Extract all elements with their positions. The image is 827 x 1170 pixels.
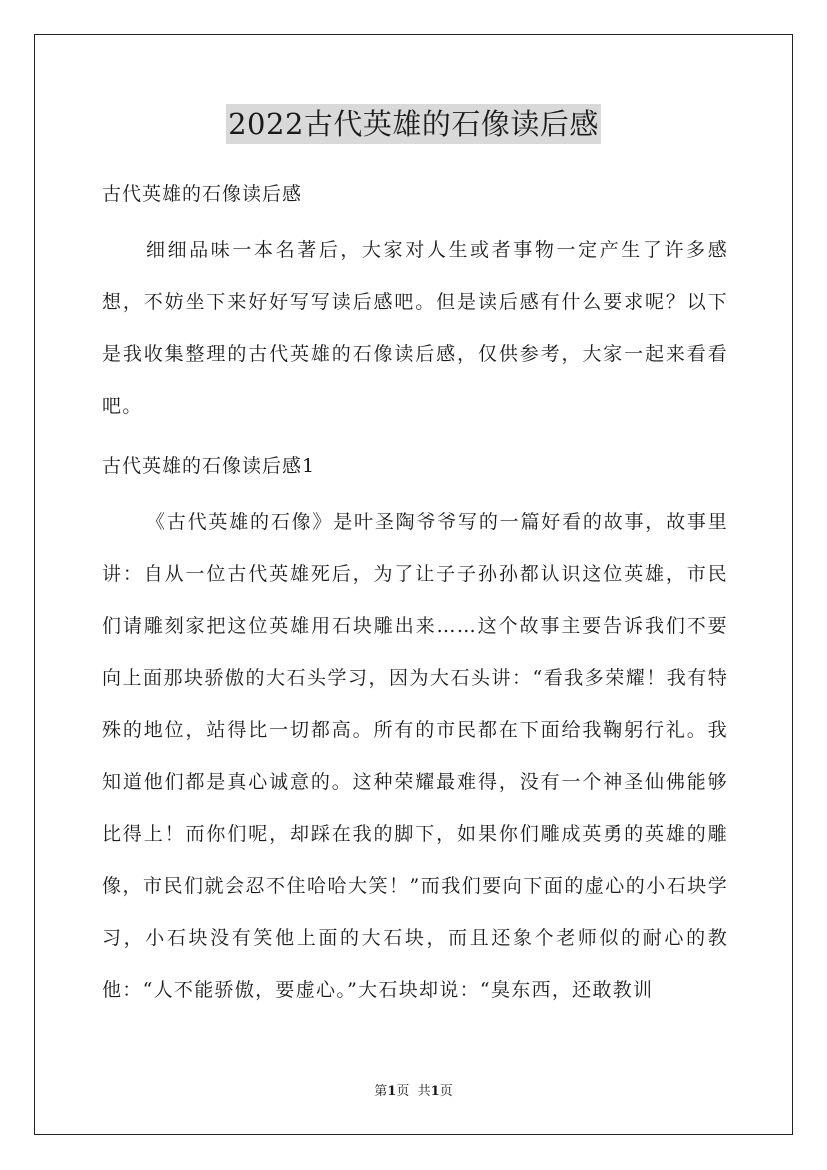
intro-paragraph: 细细品味一本名著后，大家对人生或者事物一定产生了许多感想，不妨坐下来好好写写读后感吧。但是读后感有什么要求呢？以下是我收集整理的古代英雄的石像读后感，仅供参考，大家一起来看看吧。 <box>102 239 728 417</box>
page-footer <box>0 1084 827 1100</box>
document-subtitle: 古代英雄的石像读后感 <box>102 183 303 205</box>
document-title-text: 2022古代英雄的石像读后感 <box>226 104 601 144</box>
document-title <box>0 104 827 144</box>
footer-page-suffix: 页 <box>396 1084 410 1099</box>
footer-total-prefix: 共 <box>417 1084 431 1099</box>
footer-total-number: 1 <box>430 1084 440 1099</box>
footer-total-suffix: 页 <box>439 1084 453 1099</box>
footer-page-number: 1 <box>387 1084 397 1099</box>
footer-page-prefix: 第 <box>374 1084 388 1099</box>
section-1-body: 《古代英雄的石像》是叶圣陶爷爷写的一篇好看的故事，故事里讲：自从一位古代英雄死后，为了让子子孙孙都认识这位英雄，市民们请雕刻家把这位英雄用石块雕出来……这个故事主要告诉我们不要向上面那块骄傲的大石头学习，因为大石头讲：“看我多荣耀！我有特殊的地位，站得比一切都高。所有的市民都在下面给我鞠躬行礼。我知道他们都是真心诚意的。这种荣耀最难得，没有一个神圣仙佛能够比得上！而你们呢，却踩在我的脚下，如果你们雕成英勇的英雄的雕像，市民们就会忍不住哈哈大笑！”而我们要向下面的虚心的小石块学习，小石块没有笑他上面的大石块，而且还象个老师似的耐心的教他：“人不能骄傲，要虚心。”大石块却说：“臭东西，还敢教训 <box>102 511 728 1001</box>
section-1-heading: 古代英雄的石像读后感1 <box>102 455 316 477</box>
